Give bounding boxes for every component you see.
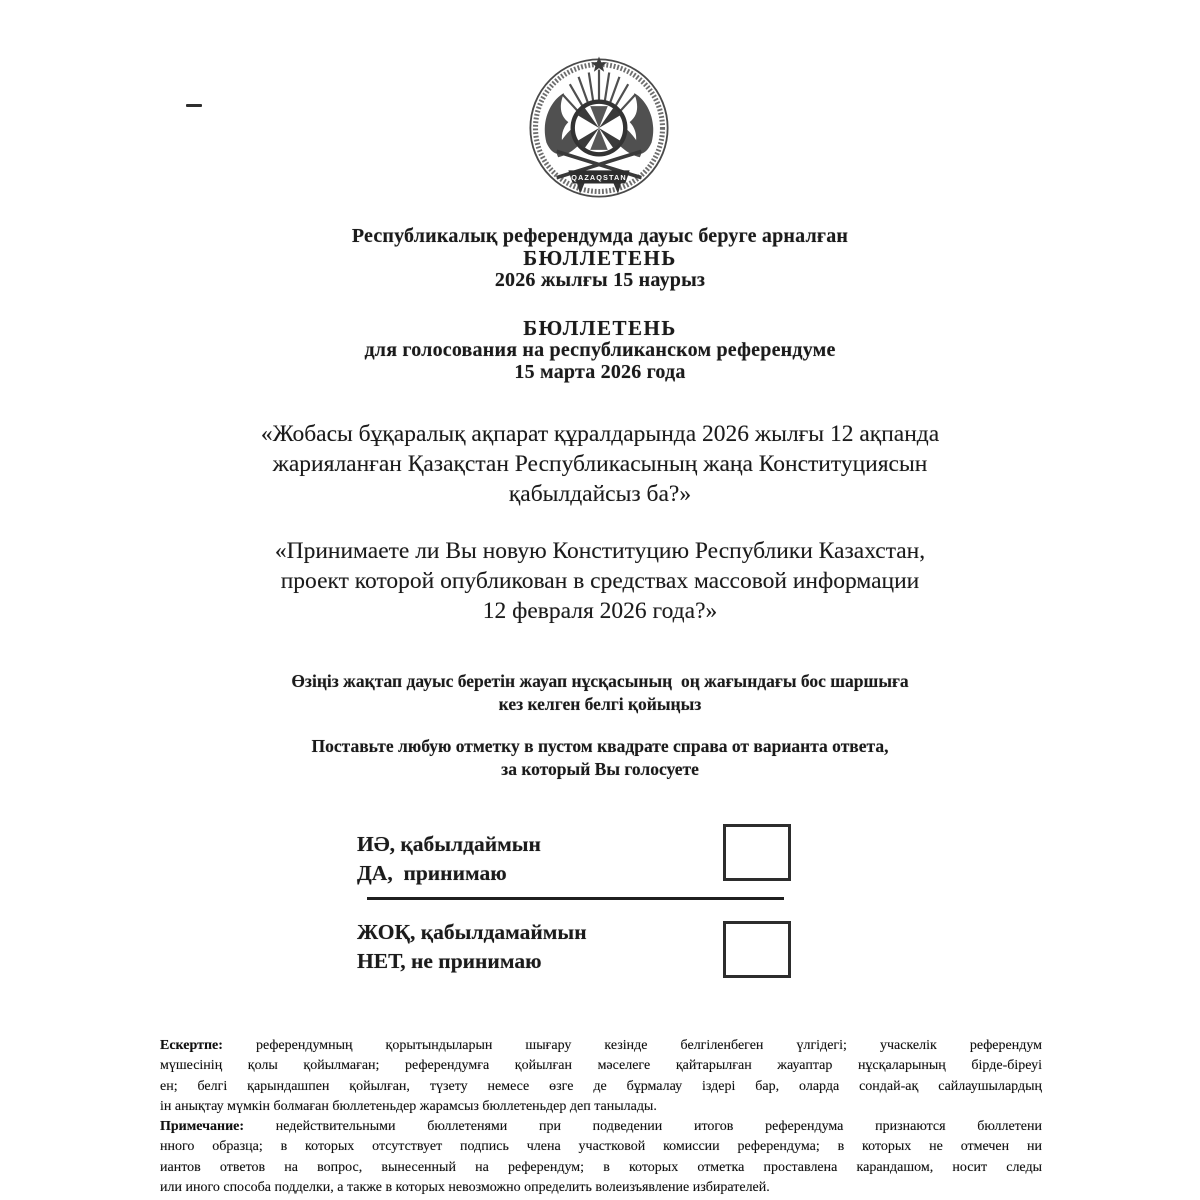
instruction-ru-line1: Поставьте любую отметку в пустом квадрате справа от варианта ответа, bbox=[311, 736, 889, 756]
question-kk-line3: қабылдайсыз ба?» bbox=[508, 481, 692, 507]
title-kk-line3: 2026 жылғы 15 наурыз bbox=[494, 269, 706, 291]
referendum-question-kk bbox=[150, 419, 1050, 509]
note-line: ен; белгі қарындашпен қойылған, түзету немесе өзге де бұрмалау іздері бар, оларда сондай-ақ сайлаушылардың bbox=[160, 1078, 1042, 1094]
instruction-ru-line2: за который Вы голосуете bbox=[501, 759, 699, 779]
no-checkbox[interactable] bbox=[723, 921, 791, 978]
options-divider bbox=[367, 897, 784, 900]
note-line: иантов ответов на вопрос, вынесенный на референдум; в которых отметка проставлена карандашом, носит следы bbox=[160, 1159, 1042, 1175]
referendum-question-ru bbox=[150, 536, 1050, 626]
note-line: или иного способа подделки, а также в которых невозможно определить волеизъявление избирателей. bbox=[160, 1180, 770, 1196]
option-no-label bbox=[357, 918, 587, 976]
question-ru-line3: 12 февраля 2026 года?» bbox=[482, 598, 718, 624]
banner-text: QAZAQSTAN bbox=[571, 172, 627, 182]
shanyrak-icon bbox=[573, 102, 626, 155]
voting-instruction-kk bbox=[150, 670, 1050, 716]
option-no-label-kk: ЖОҚ, қабылдамаймын bbox=[357, 920, 587, 944]
question-ru-line2: проект которой опубликован в средствах массовой информации bbox=[280, 568, 920, 594]
option-yes-label-kk: ИӘ, қабылдаймын bbox=[357, 832, 541, 856]
option-yes-label-ru: ДА, принимаю bbox=[357, 861, 507, 885]
title-ru-line2: для голосования на республиканском референдуме bbox=[364, 339, 836, 361]
question-kk-line2: жарияланған Қазақстан Республикасының жаңа Конституциясын bbox=[272, 451, 928, 477]
question-kk-line1: «Жобасы бұқаралық ақпарат құралдарында 2026 жылғы 12 ақпанда bbox=[260, 421, 940, 447]
note-line: Ескертпе: референдумның қорытындыларын шығару кезінде белгіленбеген үлгідегі; учаскелік референдум bbox=[160, 1038, 1042, 1053]
title-ru-line3: 15 марта 2026 года bbox=[514, 361, 686, 383]
yes-checkbox[interactable] bbox=[723, 824, 791, 881]
option-yes-label bbox=[357, 830, 541, 888]
ballot-title-kk bbox=[150, 225, 1050, 291]
option-no-label-ru: НЕТ, не принимаю bbox=[357, 949, 542, 973]
voting-instruction-ru bbox=[150, 735, 1050, 781]
scan-artifact-dash bbox=[186, 104, 202, 107]
note-label-ru: Примечание: bbox=[160, 1119, 245, 1135]
title-kk-line1: Республикалық референдумда дауыс беруге арналған bbox=[351, 225, 849, 247]
ballot-title-ru bbox=[150, 317, 1050, 383]
kazakhstan-coat-of-arms-icon bbox=[524, 55, 674, 201]
instruction-kk-line1: Өзіңіз жақтап дауыс беретін жауап нұсқасының оң жағындағы бос шаршыға bbox=[291, 671, 909, 691]
ballot-note bbox=[160, 1036, 1042, 1198]
title-kk-line2: БЮЛЛЕТЕНЬ bbox=[523, 246, 677, 270]
note-line: мүшесінің қолы қойылмаған; референдумға қойылған мәселеге қайтарылған жауаптар нұсқаларының бірде-біреуі bbox=[160, 1058, 1042, 1074]
instruction-kk-line2: кез келген белгі қойыңыз bbox=[498, 694, 702, 714]
note-label-kk: Ескертпе: bbox=[160, 1038, 223, 1053]
note-line: ін анықтау мүмкін болмаған бюллетеньдер жарамсыз бюллетеньдер деп танылады. bbox=[160, 1098, 657, 1114]
note-line: нного образца; в которых отсутствует подпись члена участковой комиссии референдума; в которых не отмечен ни bbox=[160, 1139, 1042, 1155]
note-line: Примечание: недействительными бюллетенями при подведении итогов референдума признаются бюллетени bbox=[160, 1119, 1042, 1135]
question-ru-line1: «Принимаете ли Вы новую Конституцию Республики Казахстан, bbox=[274, 538, 926, 564]
title-ru-line1: БЮЛЛЕТЕНЬ bbox=[523, 316, 677, 340]
